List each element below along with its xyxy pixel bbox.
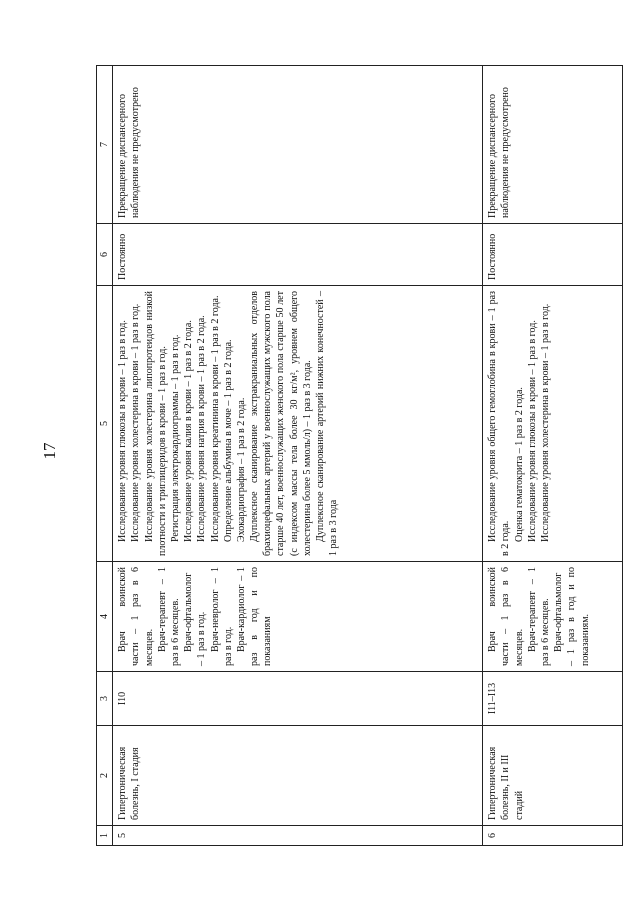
exams-cell xyxy=(113,286,483,562)
column-header: 7 xyxy=(97,66,113,224)
doctor-item: Врач-офтальмолог – 1 раз в год и по показаниям. xyxy=(553,567,591,666)
page-number: 17 xyxy=(40,442,59,460)
icd-code-cell: I10 xyxy=(113,672,483,726)
table-row xyxy=(483,66,623,846)
doctors-cell xyxy=(113,562,483,672)
exam-item: Исследование уровня холестерина в крови – 1 раз в год. xyxy=(130,303,142,542)
dispensary-table xyxy=(96,65,623,846)
row-number: 6 xyxy=(483,826,623,846)
disease-cell: Гипертоническая болезнь, II и III стадий xyxy=(483,726,623,826)
rotated-table-wrapper xyxy=(96,66,624,846)
exam-item: Исследование уровня креатинина в крови – 1 раз в 2 года. xyxy=(209,295,221,542)
duration-cell: Постоянно xyxy=(483,224,623,286)
duration-cell: Постоянно xyxy=(113,224,483,286)
exam-item: Исследование уровня общего гемоглобина в крови – 1 раз в 2 года. xyxy=(487,291,512,556)
exams-cell xyxy=(483,286,623,562)
termination-cell: Прекращение диспансерного наблюдения не предусмотрено xyxy=(113,66,483,224)
disease-cell: Гипертоническая болезнь, I стадия xyxy=(113,726,483,826)
doctor-item: Врач-офтальмолог – 1 раз в год. xyxy=(183,572,208,666)
exam-item: Дуплексное сканирование экстракраниальных отделов брахиоцефальных артерий у военнослужащих мужского пола старше 40 лет, военнослужащих женского пола старше 50 лет (с индексом массы тела более 30 кг/м², уровнем общего холестерина более 5 ммоль/л) – 1 раз в 3 года. xyxy=(249,291,313,556)
exam-item: Исследование уровня глюкозы в крови – 1 раз в год. xyxy=(117,320,129,542)
exam-item: Исследование уровня холестерина в крови – 1 раз в год. xyxy=(539,303,551,542)
exam-item: Исследование уровня холестерина липопротеидов низкой плотности и триглицеридов в крови – 1 раз в год. xyxy=(143,291,168,556)
termination-cell: Прекращение диспансерного наблюдения не предусмотрено xyxy=(483,66,623,224)
doctors-cell xyxy=(483,562,623,672)
exam-item: Оценка гематокрита – 1 раз в 2 года. xyxy=(513,387,525,542)
exam-item: Эхокардиография – 1 раз в 2 года. xyxy=(235,397,247,542)
row-number: 5 xyxy=(113,826,483,846)
doctor-item: Врач-терапевт – 1 раз в 6 месяцев. xyxy=(156,567,181,666)
column-header: 1 xyxy=(97,826,113,846)
table-row xyxy=(113,66,483,846)
column-header: 6 xyxy=(97,224,113,286)
doctor-item: Врач воинской части – 1 раз в 6 месяцев. xyxy=(117,567,155,666)
exam-item: Дуплексное сканирование артерий нижних конечностей – 1 раз в 3 года xyxy=(315,291,340,556)
exam-item: Исследование уровня натрия в крови – 1 раз в 2 года. xyxy=(196,315,208,542)
doctor-item: Врач-невролог – 1 раз в год. xyxy=(209,567,234,666)
exam-item: Регистрация электрокардиограммы – 1 раз в год. xyxy=(169,334,181,542)
column-number-row xyxy=(97,66,113,846)
doctor-item: Врач-кардиолог – 1 раз в год и по показаниям xyxy=(235,567,274,666)
exam-item: Исследование уровня глюкозы в крови – 1 раз в год. xyxy=(526,320,538,542)
column-header: 4 xyxy=(97,562,113,672)
column-header: 5 xyxy=(97,286,113,562)
icd-code-cell: I11–I13 xyxy=(483,672,623,726)
doctor-item: Врач воинской части – 1 раз в 6 месяцев. xyxy=(487,567,525,666)
column-header: 3 xyxy=(97,672,113,726)
doctor-item: Врач-терапевт – 1 раз в 6 месяцев. xyxy=(526,567,551,666)
exam-item: Исследование уровня калия в крови – 1 раз в 2 года. xyxy=(183,320,195,542)
column-header: 2 xyxy=(97,726,113,826)
exam-item: Определение альбумина в моче – 1 раз в 2 года. xyxy=(222,339,234,542)
